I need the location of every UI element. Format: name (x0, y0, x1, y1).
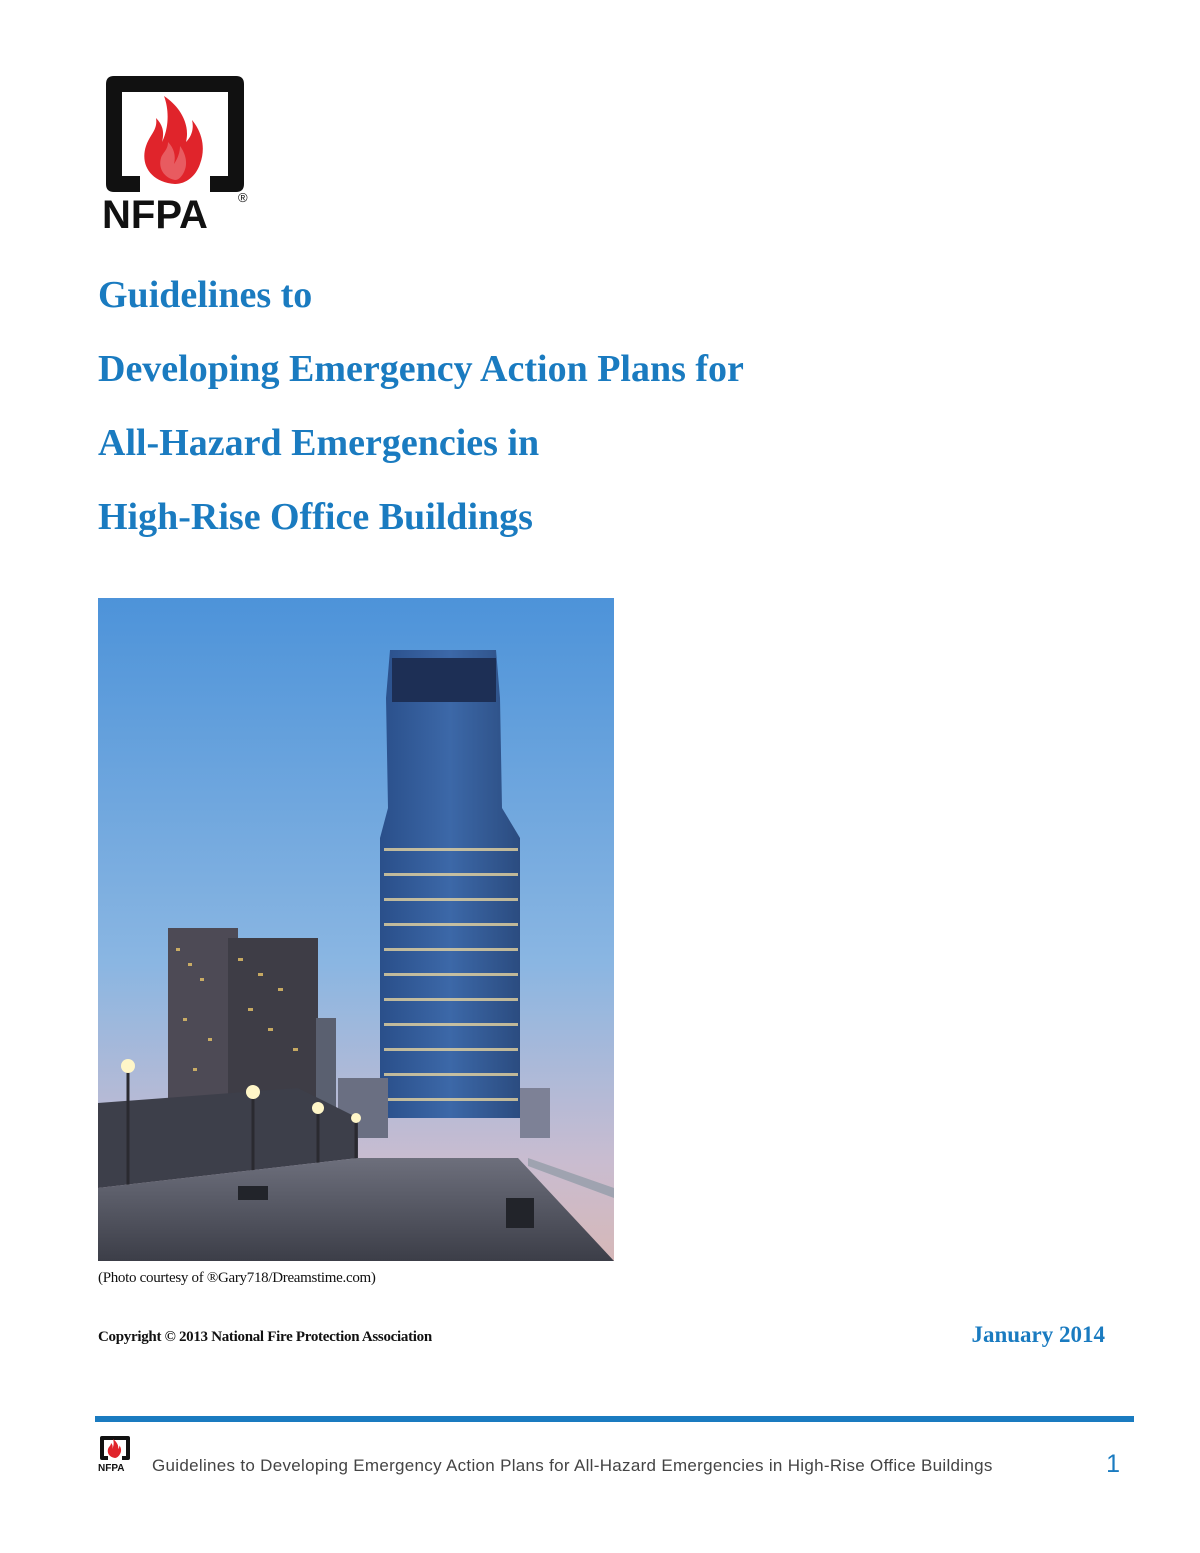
photo-caption: (Photo courtesy of ®Gary718/Dreamstime.com) (98, 1270, 376, 1286)
document-title (98, 276, 998, 572)
nfpa-logo (98, 68, 258, 234)
title-line-3: All-Hazard Emergencies in (98, 422, 540, 464)
title-line-4: High-Rise Office Buildings (98, 496, 533, 538)
copyright-notice: Copyright © 2013 National Fire Protection Association (98, 1329, 432, 1345)
high-rise-tower-photo (98, 598, 614, 1261)
nfpa-flame-logo-icon (98, 68, 258, 234)
footer-logo-wordmark: NFPA (98, 1463, 125, 1472)
nfpa-mini-logo-icon (98, 1434, 132, 1472)
registered-mark: ® (238, 190, 248, 205)
footer-divider (95, 1416, 1134, 1422)
logo-wordmark: NFPA (102, 193, 208, 234)
title-line-1: Guidelines to (98, 274, 313, 316)
cover-photo (98, 598, 614, 1261)
footer-running-title: Guidelines to Developing Emergency Action Plans for All-Hazard Emergencies in High-Rise Office Buildings (152, 1456, 993, 1475)
publication-date: January 2014 (971, 1322, 1105, 1347)
title-line-2: Developing Emergency Action Plans for (98, 348, 744, 390)
page-number: 1 (1106, 1450, 1120, 1478)
footer-nfpa-logo (98, 1434, 132, 1472)
